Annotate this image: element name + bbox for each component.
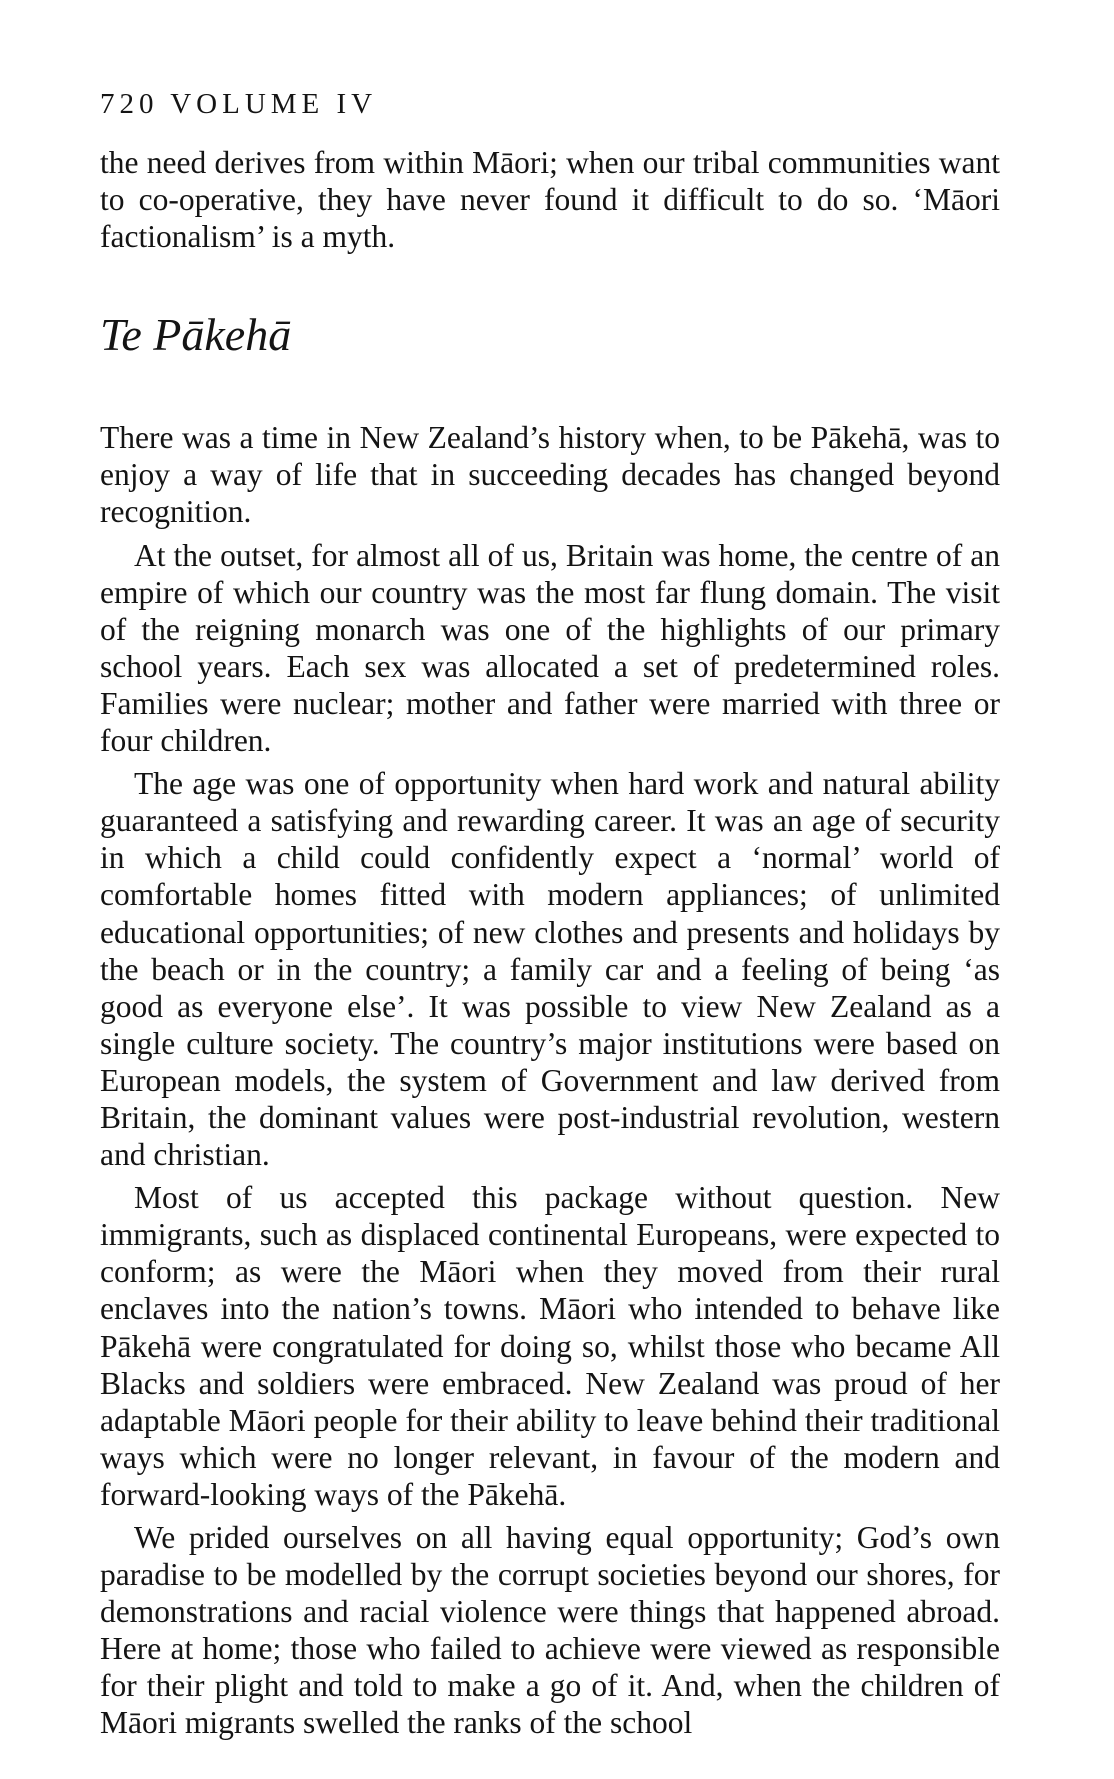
running-head: 720 VOLUME IV bbox=[100, 88, 378, 120]
book-page bbox=[100, 86, 1000, 1742]
paragraph-3: The age was one of opportunity when hard work and natural ability guaranteed a satisfying and rewarding career. It was an age of security in which a child could confidently expect a ‘normal’ world of comfortable homes fitted with modern appliances; of unlimited educational opportunities; of new clothes and presents and holidays by the beach or in the country; a family car and a feeling of being ‘as good as everyone else’. It was possible to view New Zealand as a single culture society. The country’s major institutions were based on European models, the system of Government and law derived from Britain, the dominant values were post-industrial revolution, western and christian. bbox=[100, 766, 1000, 1173]
paragraph-5: We prided ourselves on all having equal opportunity; God’s own paradise to be modelled by the corrupt societies beyond our shores, for demonstrations and racial violence were things that happened abroad. Here at home; those who failed to achieve were viewed as responsible for their plight and told to make a go of it. And, when the children of Māori migrants swelled the ranks of the school bbox=[100, 1520, 1000, 1741]
paragraph-4: Most of us accepted this package without question. New immigrants, such as displaced continental Europeans, were expected to conform; as were the Māori when they moved from their rural enclaves into the nation’s towns. Māori who intended to behave like Pākehā were congratulated for doing so, whilst those who became All Blacks and soldiers were embraced. New Zealand was proud of her adaptable Māori people for their ability to leave behind their traditional ways which were no longer relevant, in favour of the modern and forward-looking ways of the Pākehā. bbox=[100, 1180, 1000, 1512]
section-heading: Te Pākehā bbox=[100, 309, 292, 361]
paragraph-2: At the outset, for almost all of us, Britain was home, the centre of an empire of which our country was the most far flung domain. The visit of the reigning monarch was one of the highlights of our primary school years. Each sex was allocated a set of predetermined roles. Families were nuclear; mother and father were married with three or four children. bbox=[100, 537, 1000, 759]
opening-paragraph: the need derives from within Māori; when our tribal communities want to co-operative, they have never found it difficult to do so. ‘Māori factionalism’ is a myth. bbox=[100, 145, 1000, 255]
paragraph-1: There was a time in New Zealand’s history when, to be Pākehā, was to enjoy a way of life that in succeeding decades has changed beyond recognition. bbox=[100, 420, 1000, 530]
